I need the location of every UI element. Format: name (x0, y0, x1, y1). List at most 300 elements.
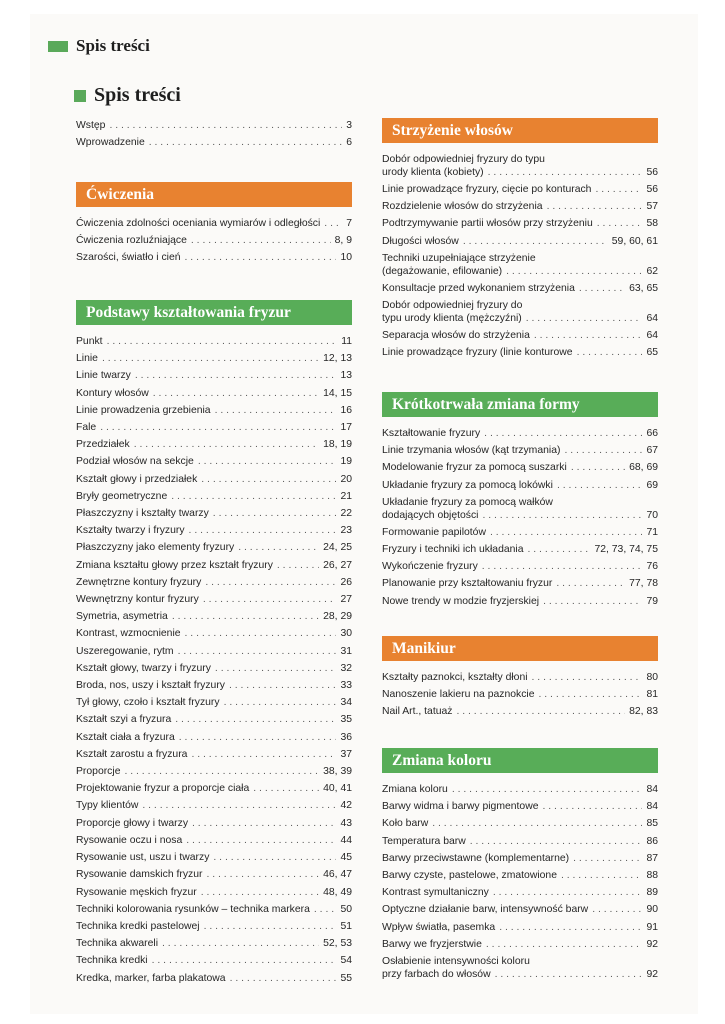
toc-entry-line (76, 436, 352, 453)
dot-leader (499, 919, 642, 936)
toc-entry-line (382, 327, 658, 344)
dot-leader (528, 541, 591, 558)
toc-list (382, 425, 658, 610)
toc-entry-title: Podział włosów na sekcje (76, 456, 194, 468)
toc-entry-line (382, 919, 658, 936)
toc-entry-title: Zmiana koloru (382, 784, 448, 795)
toc-entry-line (76, 608, 352, 625)
toc-entry-page: 56 (646, 184, 658, 195)
section-zmiana-koloru (382, 748, 658, 983)
toc-entry-title-line1: Osłabienie intensywności koloru (382, 956, 530, 968)
toc-entry (76, 134, 352, 151)
toc-entry-line (382, 815, 658, 832)
toc-entry (382, 181, 658, 198)
dot-leader (203, 591, 337, 608)
toc-entry-title: Płaszczyzny i kształty twarzy (76, 508, 209, 520)
toc-entry-page: 56 (646, 167, 658, 178)
dot-leader (205, 574, 336, 591)
toc-entry-line (382, 524, 658, 541)
dot-leader (506, 265, 642, 278)
toc-entry-title: Linie (76, 353, 98, 365)
toc-entry (76, 591, 352, 608)
toc-entry-line (76, 232, 352, 249)
green-square-marker (74, 90, 86, 102)
toc-entry-line (76, 746, 352, 763)
toc-entry-page: 80 (646, 672, 658, 683)
dot-leader (595, 181, 642, 198)
toc-entry-line (76, 488, 352, 505)
toc-entry-line (382, 265, 658, 280)
toc-entry (382, 327, 658, 344)
toc-entry-title: Długości włosów (382, 235, 459, 247)
page-title-text: Spis treści (94, 84, 181, 106)
toc-entry (76, 385, 352, 402)
toc-list (382, 669, 658, 721)
toc-entry-line (76, 815, 352, 832)
dot-leader (543, 798, 643, 815)
toc-entry-page: 36 (340, 731, 352, 743)
toc-entry (76, 901, 352, 918)
toc-entry (382, 297, 658, 327)
section-heading: Krótkotrwała zmiana formy (382, 392, 658, 417)
toc-entry-title: Nanoszenie lakieru na paznokcie (382, 689, 535, 701)
toc-entry (382, 815, 658, 832)
toc-entry-page: 67 (646, 445, 658, 457)
toc-entry (76, 866, 352, 883)
dot-leader (186, 832, 336, 849)
toc-entry-page: 85 (646, 818, 658, 830)
toc-entry-page: 84 (646, 784, 658, 795)
toc-entry-page: 57 (646, 201, 658, 213)
dot-leader (224, 694, 337, 711)
toc-list (382, 151, 658, 361)
toc-entry-page: 37 (340, 748, 352, 760)
toc-entry-line (382, 541, 658, 558)
toc-entry-page: 32 (340, 662, 352, 674)
toc-entry-line (382, 280, 658, 297)
toc-entry-line (382, 686, 658, 703)
toc-entry-title: Kontrast, wzmocnienie (76, 628, 181, 640)
toc-entry-line (382, 798, 658, 815)
toc-entry-title: Konsultacje przed wykonaniem strzyżenia (382, 282, 575, 294)
toc-entry-page: 71 (646, 526, 658, 538)
toc-entry-page: 16 (340, 404, 352, 416)
toc-entry-title: Rysowanie męskich fryzur (76, 886, 197, 898)
toc-entry-title: Uszeregowanie, rytm (76, 645, 174, 657)
toc-entry-page: 82, 83 (629, 706, 658, 718)
toc-entry-page: 55 (340, 972, 352, 984)
toc-entry-page: 76 (646, 561, 658, 573)
toc-entry-title: Nowe trendy w modzie fryzjerskiej (382, 595, 540, 607)
toc-entry-page: 42 (340, 800, 352, 812)
dot-leader (324, 215, 342, 232)
toc-entry (76, 522, 352, 539)
toc-entry-page: 64 (646, 330, 658, 342)
toc-entry-title: Kształty paznokci, kształty dłoni (382, 672, 528, 683)
toc-entry-title: dodających objętości (382, 509, 479, 521)
toc-entry-line (76, 350, 352, 367)
dot-leader (253, 780, 319, 797)
toc-entry (382, 233, 658, 250)
dot-leader (534, 327, 643, 344)
dot-leader (185, 249, 337, 266)
green-square-marker (48, 41, 68, 52)
toc-entry-title: Planowanie przy kształtowaniu fryzur (382, 578, 553, 590)
toc-entry-title: Wpływ światła, pasemka (382, 921, 496, 933)
toc-entry-title: Techniki kolorowania rysunków – technika markera (76, 903, 310, 915)
toc-entry-page: 92 (646, 938, 658, 950)
toc-entry (76, 419, 352, 436)
toc-entry-line (382, 442, 658, 459)
dot-leader (185, 625, 337, 642)
toc-entry-page: 18, 19 (323, 439, 352, 451)
toc-entry-page: 22 (340, 508, 352, 520)
toc-entry (76, 935, 352, 952)
toc-entry-line (382, 703, 658, 720)
toc-entry-title: Broda, nos, uszy i kształt fryzury (76, 680, 225, 692)
toc-entry-line (76, 901, 352, 918)
toc-entry-page: 40, 41 (323, 783, 352, 795)
toc-entry-title: Kształt ciała a fryzura (76, 731, 175, 743)
toc-entry-line (76, 505, 352, 522)
toc-entry (76, 333, 352, 350)
toc-entry (76, 970, 352, 987)
dot-leader (124, 763, 319, 780)
toc-entry-title: Szarości, światło i cień (76, 252, 181, 264)
toc-entry-line (382, 901, 658, 918)
toc-entry (382, 250, 658, 280)
toc-entry-title: typu urody klienta (mężczyźni) (382, 313, 522, 325)
toc-list (382, 781, 658, 983)
toc-entry-page: 81 (646, 689, 658, 701)
section-heading: Ćwiczenia (76, 182, 352, 207)
dot-leader (152, 952, 337, 969)
toc-entry-title: Temperatura barw (382, 835, 466, 847)
toc-entry-title-line1: Układanie fryzury za pomocą wałków (382, 496, 553, 508)
toc-entry-line (76, 884, 352, 901)
dot-leader (142, 797, 336, 814)
dot-leader (201, 884, 319, 901)
toc-entry-line (76, 729, 352, 746)
dot-leader (162, 935, 319, 952)
section-heading: Manikiur (382, 636, 658, 661)
toc-entry (76, 694, 352, 711)
toc-entry-line (76, 117, 352, 134)
toc-entry-line (76, 866, 352, 883)
dot-leader (452, 781, 643, 798)
dot-leader (277, 557, 319, 574)
toc-entry-page: 54 (340, 955, 352, 967)
toc-entry-line (382, 459, 658, 476)
dot-leader (495, 968, 643, 981)
toc-entry (76, 471, 352, 488)
toc-entry-line (382, 669, 658, 686)
toc-entry (76, 505, 352, 522)
toc-entry-line (382, 509, 658, 524)
dot-leader (201, 471, 336, 488)
dot-leader (597, 215, 643, 232)
section-heading: Podstawy kształtowania fryzur (76, 300, 352, 325)
toc-entry (76, 677, 352, 694)
toc-entry-title: Zmiana kształtu głowy przez kształt fryzury (76, 559, 273, 571)
dot-leader (135, 367, 337, 384)
toc-list (76, 215, 352, 267)
toc-entry-page: 19 (340, 456, 352, 468)
toc-entry (76, 918, 352, 935)
toc-entry (76, 350, 352, 367)
toc-entry-page: 35 (340, 714, 352, 726)
dot-leader (215, 660, 337, 677)
toc-entry-line (382, 166, 658, 181)
toc-entry-line (382, 593, 658, 610)
toc-entry-page: 31 (340, 645, 352, 657)
dot-leader (488, 166, 643, 179)
toc-entry-line (382, 884, 658, 901)
toc-entry-title: Kształt zarostu a fryzura (76, 748, 188, 760)
toc-entry-title: Linie prowadzenia grzebienia (76, 404, 211, 416)
toc-entry-page: 87 (646, 852, 658, 864)
toc-entry-page: 59, 60, 61 (611, 235, 658, 247)
toc-entry (382, 344, 658, 361)
toc-entry-page: 48, 49 (323, 886, 352, 898)
toc-entry-page: 8, 9 (334, 235, 352, 247)
toc-entry-page: 50 (340, 903, 352, 915)
toc-entry-title: Rozdzielenie włosów do strzyżenia (382, 201, 543, 213)
dot-leader (482, 509, 642, 522)
toc-entry (76, 884, 352, 901)
toc-entry-title: Wewnętrzny kontur fryzury (76, 594, 199, 606)
dot-leader (192, 815, 336, 832)
toc-entry-page: 92 (646, 969, 658, 981)
dot-leader (213, 849, 336, 866)
toc-entry-title: Kształt głowy i przedziałek (76, 473, 198, 485)
toc-entry-line (76, 711, 352, 728)
dot-leader (149, 134, 342, 151)
toc-entry (76, 952, 352, 969)
toc-entry-line (382, 198, 658, 215)
toc-entry (382, 215, 658, 232)
dot-leader (564, 442, 642, 459)
toc-entry-page: 89 (646, 887, 658, 899)
dot-leader (543, 593, 642, 610)
toc-entry-title: Koło barw (382, 818, 429, 830)
toc-entry-page: 91 (646, 921, 658, 933)
toc-entry (76, 625, 352, 642)
toc-entry-page: 27 (340, 594, 352, 606)
section-podstawy (76, 300, 352, 987)
toc-entry (76, 488, 352, 505)
dot-leader (456, 703, 625, 720)
toc-entry-page: 69 (646, 479, 658, 491)
toc-entry-line (76, 677, 352, 694)
toc-entry (382, 524, 658, 541)
toc-entry-page: 26, 27 (323, 559, 352, 571)
dot-leader (178, 643, 337, 660)
dot-leader (556, 575, 625, 592)
toc-entry-title: Bryły geometryczne (76, 490, 168, 502)
toc-entry-page: 65 (646, 347, 658, 359)
toc-entry-title: Płaszczyzny jako elementy fryzury (76, 542, 235, 554)
toc-entry-title: Optyczne działanie barw, intensywność barw (382, 904, 589, 916)
dot-leader (577, 344, 643, 361)
toc-entry-page: 58 (646, 218, 658, 230)
toc-entry-title: (degażowanie, efilowanie) (382, 265, 503, 277)
toc-entry (382, 850, 658, 867)
toc-entry (382, 884, 658, 901)
toc-entry-line (382, 233, 658, 250)
toc-entry-title: Symetria, asymetria (76, 611, 168, 623)
toc-entry-page: 28, 29 (323, 611, 352, 623)
toc-entry-line (382, 867, 658, 884)
dot-leader (179, 729, 337, 746)
toc-entry (382, 442, 658, 459)
toc-entry-title: Kształty twarzy i fryzury (76, 525, 185, 537)
toc-entry-title: Zewnętrzne kontury fryzury (76, 576, 202, 588)
dot-leader (100, 419, 336, 436)
toc-entry-line (382, 833, 658, 850)
page-title (74, 84, 181, 107)
toc-entry-page: 13 (340, 370, 352, 382)
section-manikiur (382, 636, 658, 721)
toc-entry-page: 14, 15 (323, 387, 352, 399)
dot-leader (109, 117, 342, 134)
dot-leader (470, 833, 643, 850)
toc-entry (382, 901, 658, 918)
toc-list (76, 117, 352, 151)
toc-entry-title: Kształtowanie fryzury (382, 428, 481, 439)
toc-list (76, 333, 352, 987)
toc-entry-page: 6 (346, 137, 352, 149)
dot-leader (573, 850, 642, 867)
toc-entry-page: 38, 39 (323, 766, 352, 778)
dot-leader (532, 669, 643, 686)
dot-leader (557, 477, 642, 494)
toc-entry-title: Rysowanie damskich fryzur (76, 869, 203, 881)
toc-entry-title: Technika kredki pastelowej (76, 920, 200, 932)
toc-entry-line (76, 402, 352, 419)
toc-entry-line (76, 780, 352, 797)
toc-entry-title: Separacja włosów do strzyżenia (382, 330, 530, 342)
toc-entry-title: Podtrzymywanie partii włosów przy strzyżeniu (382, 218, 593, 230)
toc-entry (76, 574, 352, 591)
dot-leader (206, 866, 319, 883)
toc-entry-line (382, 558, 658, 575)
toc-entry (382, 558, 658, 575)
toc-entry-line (382, 312, 658, 327)
toc-entry (76, 608, 352, 625)
toc-entry-line (76, 471, 352, 488)
toc-entry (382, 425, 658, 442)
toc-entry-title: Barwy we fryzjerstwie (382, 938, 482, 950)
toc-entry-page: 84 (646, 801, 658, 813)
dot-leader (191, 232, 331, 249)
toc-entry-line (76, 249, 352, 266)
dot-leader (486, 936, 643, 953)
toc-entry-title: Fryzury i techniki ich układania (382, 544, 524, 556)
toc-entry-line (76, 539, 352, 556)
dot-leader (482, 558, 643, 575)
dot-leader (579, 280, 625, 297)
toc-entry-page: 72, 73, 74, 75 (594, 544, 658, 556)
toc-entry-page: 7 (346, 218, 352, 229)
toc-entry-page: 64 (646, 313, 658, 325)
toc-entry-line (76, 625, 352, 642)
toc-entry (382, 781, 658, 798)
toc-entry-page: 21 (340, 490, 352, 502)
dot-leader (463, 233, 608, 250)
toc-entry-line (382, 850, 658, 867)
toc-entry (382, 459, 658, 476)
toc-entry (76, 539, 352, 556)
toc-entry-line (76, 591, 352, 608)
toc-entry-page: 12, 13 (323, 353, 352, 365)
toc-entry (76, 797, 352, 814)
toc-entry (76, 117, 352, 134)
dot-leader (107, 333, 338, 350)
toc-entry-line (76, 522, 352, 539)
toc-entry-line (382, 477, 658, 494)
toc-entry-page: 70 (646, 509, 658, 521)
toc-entry-title: Ćwiczenia zdolności oceniania wymiarów i odległości (76, 218, 321, 229)
toc-entry-line (382, 968, 658, 983)
toc-entry (382, 833, 658, 850)
toc-entry-page: 86 (646, 835, 658, 847)
toc-entry-line (76, 849, 352, 866)
toc-entry-page: 17 (340, 422, 352, 434)
dot-leader (484, 425, 642, 442)
toc-entry-line (76, 333, 352, 350)
dot-leader (230, 970, 337, 987)
toc-entry-line (76, 832, 352, 849)
dot-leader (526, 312, 643, 325)
running-head (48, 36, 150, 56)
toc-entry-title-line1: Dobór odpowiedniej fryzury do typu (382, 154, 545, 165)
toc-entry (76, 453, 352, 470)
toc-entry-line (382, 781, 658, 798)
toc-entry (76, 763, 352, 780)
toc-entry (76, 780, 352, 797)
toc-entry-page: 45 (340, 852, 352, 864)
dot-leader (213, 505, 337, 522)
toc-entry-line (76, 935, 352, 952)
toc-entry-title: Typy klientów (76, 800, 139, 812)
dot-leader (191, 746, 336, 763)
toc-entry-title: Barwy przeciwstawne (komplementarne) (382, 852, 570, 864)
toc-entry-title: Proporcje głowy i twarzy (76, 817, 189, 829)
dot-leader (215, 402, 337, 419)
section-cwiczenia (76, 182, 352, 267)
dot-leader (493, 884, 643, 901)
toc-entry-page: 44 (340, 834, 352, 846)
toc-entry (382, 686, 658, 703)
toc-entry-title: Wstęp (76, 120, 106, 131)
toc-entry (76, 643, 352, 660)
toc-entry (382, 593, 658, 610)
dot-leader (229, 677, 336, 694)
dot-leader (547, 198, 643, 215)
toc-entry-line (76, 574, 352, 591)
toc-entry (76, 436, 352, 453)
toc-entry-page: 26 (340, 576, 352, 588)
toc-entry-page: 30 (340, 628, 352, 640)
toc-entry-title: Nail Art., tatuaż (382, 706, 453, 718)
dot-leader (432, 815, 642, 832)
toc-entry (76, 402, 352, 419)
toc-entry-title: Technika akwareli (76, 938, 159, 950)
toc-entry (382, 953, 658, 983)
toc-entry-title: Kontury włosów (76, 387, 149, 399)
toc-entry-page: 79 (646, 595, 658, 607)
